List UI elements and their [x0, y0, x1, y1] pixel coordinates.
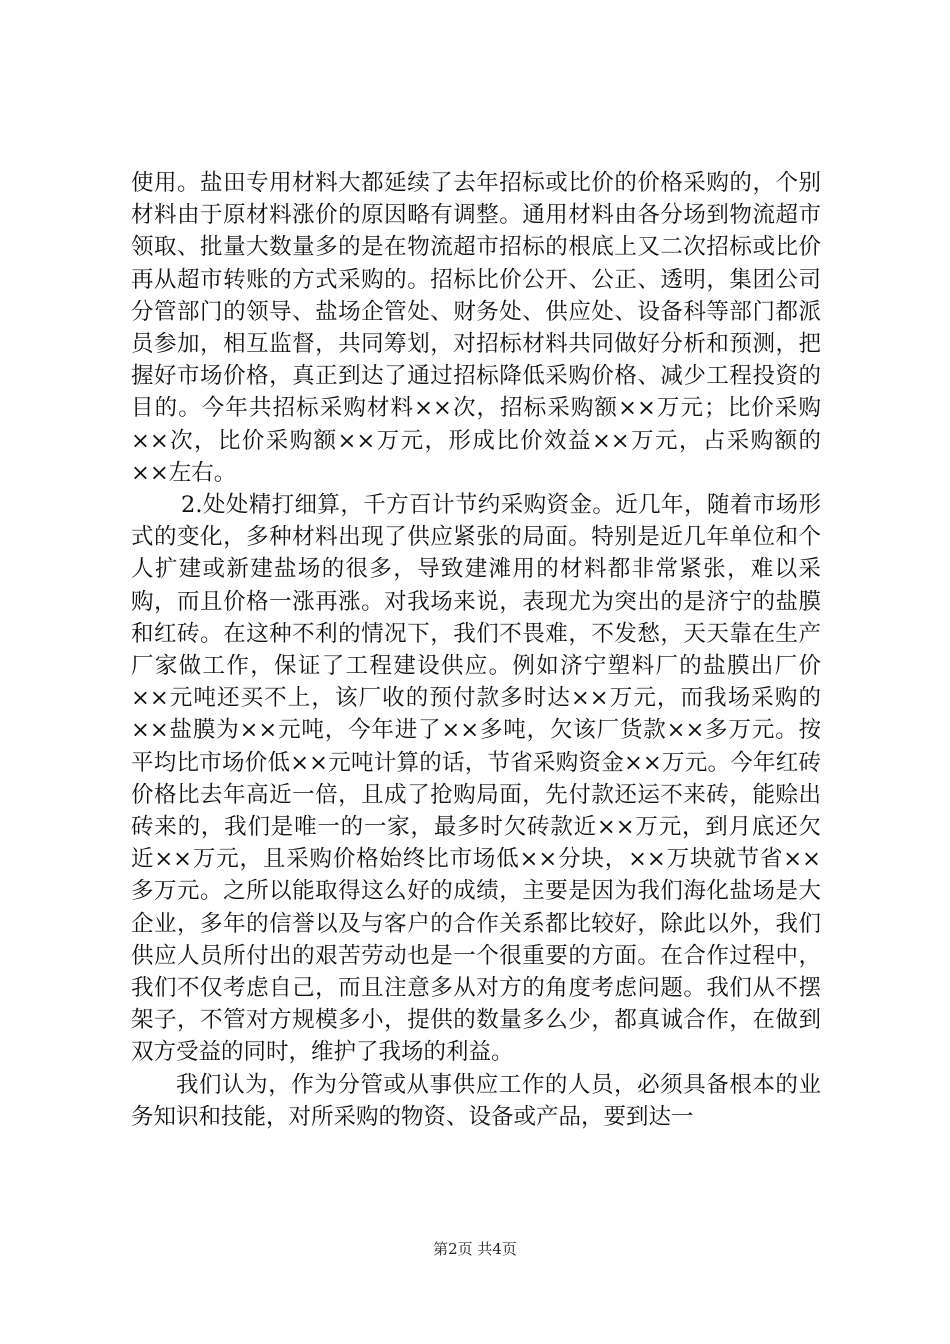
document-body	[131, 167, 821, 1133]
paragraph-1: 使用。盐田专用材料大都延续了去年招标或比价的价格采购的，个别材料由于原材料涨价的原因略有调整。通用材料由各分场到物流超市领取、批量大数量多的是在物流超市招标的根底上又二次招标或比价再从超市转账的方式采购的。招标比价公开、公正、透明，集团公司分管部门的领导、盐场企管处、财务处、供应处、设备科等部门都派员参加，相互监督，共同筹划，对招标材料共同做好分析和预测，把握好市场价格，真正到达了通过招标降低采购价格、减少工程投资的目的。今年共招标采购材料××次，招标采购额××万元；比价采购××次，比价采购额××万元，形成比价效益××万元，占采购额的××左右。	[131, 170, 821, 486]
paragraph-3: 我们认为，作为分管或从事供应工作的人员，必须具备根本的业务知识和技能，对所采购的物资、设备或产品，要到达一	[131, 1071, 821, 1130]
paragraph-2: 2.处处精打细算，千方百计节约采购资金。近几年，随着市场形式的变化，多种材料出现了供应紧张的局面。特别是近几年单位和个人扩建或新建盐场的很多，导致建滩用的材料都非常紧张，难以采购，而且价格一涨再涨。对我场来说，表现尤为突出的是济宁的盐膜和红砖。在这种不利的情况下，我们不畏难，不发愁，天天靠在生产厂家做工作，保证了工程建设供应。例如济宁塑料厂的盐膜出厂价××元吨还买不上，该厂收的预付款多时达××万元，而我场采购的××盐膜为××元吨，今年进了××多吨，欠该厂货款××多万元。按平均比市场价低××元吨计算的话，节省采购资金××万元。今年红砖价格比去年高近一倍，且成了抢购局面，先付款还运不来砖，能赊出砖来的，我们是唯一的一家，最多时欠砖款近××万元，到月底还欠近××万元，且采购价格始终比市场低××分块，××万块就节省××多万元。之所以能取得这么好的成绩，主要是因为我们海化盐场是大企业，多年的信誉以及与客户的合作关系都比较好，除此以外，我们供应人员所付出的艰苦劳动也是一个很重要的方面。在合作过程中，我们不仅考虑自己，而且注意多从对方的角度考虑问题。我们从不摆架子，不管对方规模多小，提供的数量多么少，都真诚合作，在做到双方受益的同时，维护了我场的利益。	[131, 492, 821, 1066]
page-footer: 第2页 共4页	[433, 1240, 517, 1258]
